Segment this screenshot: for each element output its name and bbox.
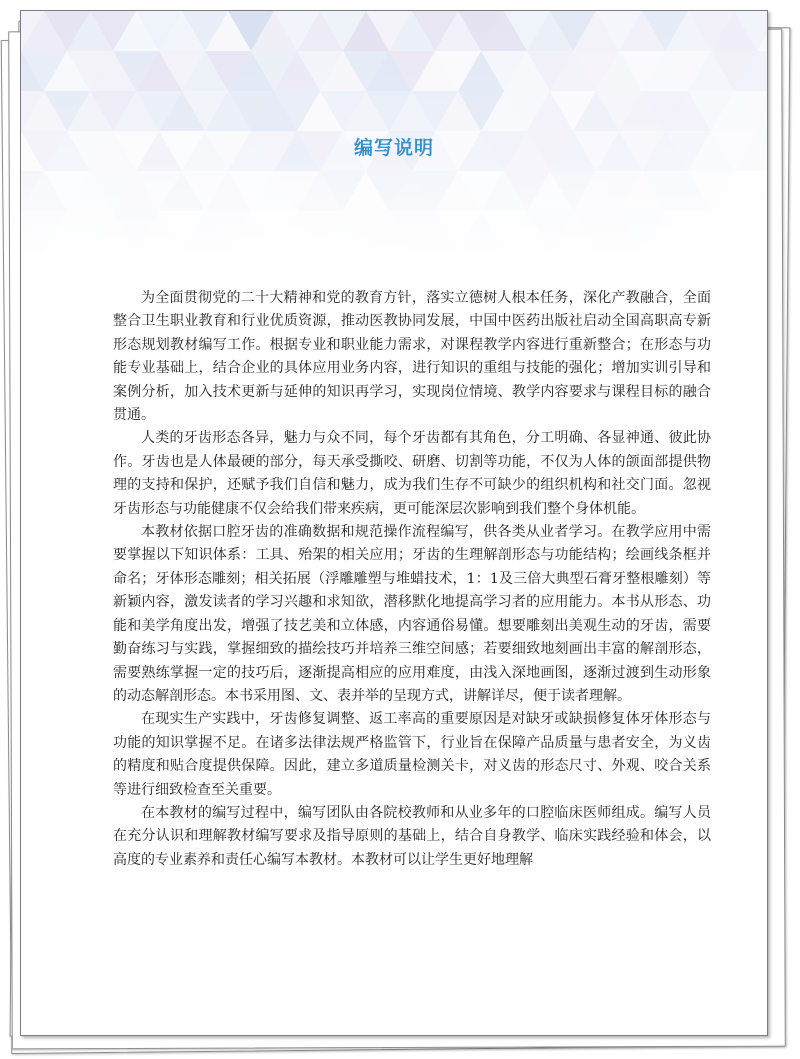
page-title: 编写说明 (353, 137, 434, 159)
body-paragraph: 本教材依据口腔牙齿的准确数据和规范操作流程编写，供各类从业者学习。在教学应用中需要掌握以下知识体系：工具、殆架的相关应用；牙齿的生理解剖形态与功能结构；绘画线条框并命名；牙体形态雕刻；相关拓展（浮雕雕塑与堆蜡技术，1：1及三倍大典型石膏牙整根雕刻）等新颖内容，激发读者的学习兴趣和求知欲，潜移默化地提高学习者的应用能力。本书从形态、功能和美学角度出发，增强了技艺美和立体感，内容通俗易懂。想要雕刻出美观生动的牙齿，需要勤奋练习与实践，掌握细致的描绘技巧并培养三维空间感；若要细致地刻画出丰富的解剖形态，需要熟练掌握一定的技巧后，逐渐提高相应的应用难度，由浅入深地画图，逐渐过渡到生动形象的动态解剖形态。本书采用图、文、表并举的呈现方式，讲解详尽，便于读者理解。 (113, 524, 711, 704)
body-paragraph: 在本教材的编写过程中，编写团队由各院校教师和从业多年的口腔临床医师组成。编写人员在充分认识和理解教材编写要求及指导原则的基础上，结合自身教学、临床实践经验和体会，以高度的专业素养和责任心编写本教材。本教材可以让学生更好地理解 (113, 804, 711, 868)
body-paragraph: 人类的牙齿形态各异，魅力与众不同，每个牙齿都有其角色，分工明确、各显神通、彼此协作。牙齿也是人体最硬的部分，每天承受撕咬、研磨、切割等功能，不仅为人体的颌面部提供物理的支持和保护，还赋予我们自信和魅力，成为我们生存不可缺少的组织机构和社交门面。忽视牙齿形态与功能健康不仅会给我们带来疾病，更可能深层次影响到我们整个身体机能。 (113, 430, 711, 517)
body-paragraph: 为全面贯彻党的二十大精神和党的教育方针，落实立德树人根本任务，深化产教融合，全面整合卫生职业教育和行业优质资源，推动医教协同发展，中国中医药出版社启动全国高职高专新形态规划教材编写工作。根据专业和职业能力需求，对课程教学内容进行重新整合；在形态与功能专业基础上，结合企业的具体应用业务内容，进行知识的重组与技能的强化；增加实训引导和案例分析，加入技术更新与延伸的知识再学习，实现岗位情境、教学内容要求与课程目标的融合贯通。 (113, 290, 711, 424)
body-text (113, 287, 711, 872)
body-paragraph: 在现实生产实践中，牙齿修复调整、返工率高的重要原因是对缺牙或缺损修复体牙体形态与功能的知识掌握不足。在诸多法律法规严格监管下，行业旨在保障产品质量与患者安全，为义齿的精度和贴合度提供保障。因此，建立多道质量检测关卡，对义齿的形态尺寸、外观、咬合关系等进行细致检查至关重要。 (113, 711, 711, 798)
document-page (20, 10, 768, 1036)
